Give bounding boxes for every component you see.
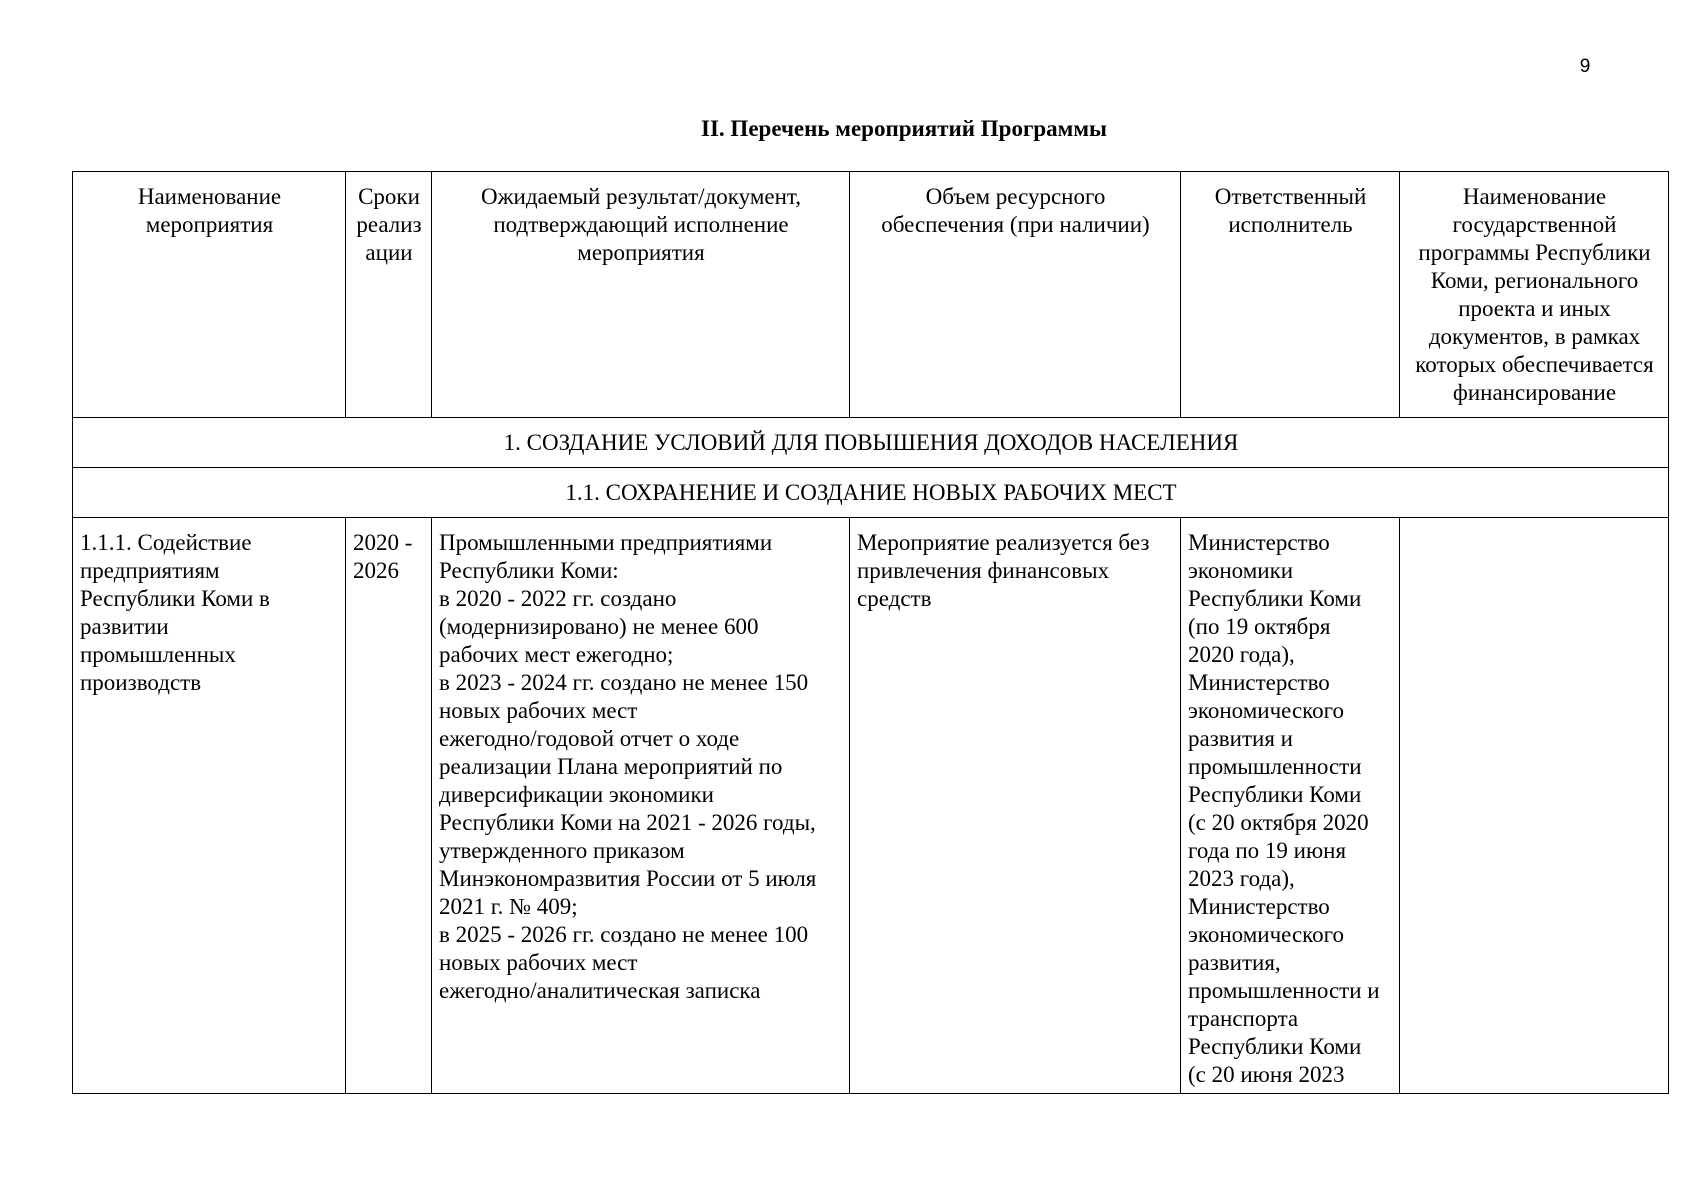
text-line: мероприятия xyxy=(577,240,705,265)
page-number: 9 xyxy=(1579,56,1591,77)
text-line: в 2025 - 2026 гг. создано не менее 100 xyxy=(439,922,809,947)
cell-program xyxy=(1400,518,1669,1094)
cell-event-name xyxy=(73,518,346,1094)
text-line: финансирование xyxy=(1452,380,1617,405)
document-title: II. Перечень мероприятий Программы xyxy=(701,116,1107,141)
text-line: Наименование xyxy=(137,184,282,209)
text-line: рабочих мест ежегодно; xyxy=(439,642,674,667)
text-line: Республики Коми xyxy=(1188,782,1362,807)
text-line: в 2020 - 2022 гг. создано xyxy=(439,586,677,611)
text-line: в 2023 - 2024 гг. создано не менее 150 xyxy=(439,670,809,695)
section-row xyxy=(73,418,1669,468)
subsection-heading: 1.1. СОХРАНЕНИЕ И СОЗДАНИЕ НОВЫХ РАБОЧИХ МЕСТ xyxy=(73,468,1669,518)
text-line: Ожидаемый результат/документ, xyxy=(481,184,801,209)
text-line: Республики Коми xyxy=(1188,1034,1362,1059)
text-line: проекта и иных xyxy=(1458,296,1611,321)
text-line: ежегодно/аналитическая записка xyxy=(439,978,761,1003)
text-line: Республики Коми xyxy=(1188,586,1362,611)
text-line: транспорта xyxy=(1188,1006,1299,1031)
text-line: ежегодно/годовой отчет о ходе xyxy=(439,726,740,751)
text-line: производств xyxy=(80,670,202,695)
text-line: (модернизировано) не менее 600 xyxy=(439,614,759,639)
text-line: Сроки xyxy=(358,184,420,209)
text-line: развитии xyxy=(80,614,169,639)
header-event-name xyxy=(73,172,346,418)
text-line: (по 19 октября xyxy=(1188,614,1331,639)
header-resources xyxy=(850,172,1181,418)
text-line: Министерство xyxy=(1188,530,1330,555)
cell-period xyxy=(346,518,432,1094)
header-period xyxy=(346,172,432,418)
measures-table xyxy=(72,171,1669,1094)
text-line: Промышленными предприятиями xyxy=(439,530,773,555)
text-line: Республики Коми на 2021 - 2026 годы, xyxy=(439,810,816,835)
text-line: Министерство xyxy=(1188,670,1330,695)
text-line: промышленности и xyxy=(1188,978,1380,1003)
text-line: 2021 г. № 409; xyxy=(439,894,578,919)
text-line: документов, в рамках xyxy=(1428,324,1641,349)
text-line: обеспечения (при наличии) xyxy=(881,212,1150,237)
text-line: новых рабочих мест xyxy=(439,698,638,723)
text-line: реализ xyxy=(356,212,422,237)
text-line: промышленности xyxy=(1188,754,1362,779)
text-line: Мероприятие реализуется без xyxy=(857,530,1150,555)
text-line: развития и xyxy=(1188,726,1293,751)
subsection-row xyxy=(73,468,1669,518)
text-line: исполнитель xyxy=(1228,212,1353,237)
text-line: Коми, регионального xyxy=(1430,268,1639,293)
text-line: диверсификации экономики xyxy=(439,782,714,807)
text-line: 2023 года), xyxy=(1188,866,1295,891)
text-line: Республики Коми в xyxy=(80,586,270,611)
text-line: экономики xyxy=(1188,558,1294,583)
text-line: 1.1.1. Содействие xyxy=(80,530,252,555)
text-line: средств xyxy=(857,586,932,611)
text-line: промышленных xyxy=(80,642,236,667)
text-line: экономического xyxy=(1188,698,1345,723)
text-line: программы Республики xyxy=(1418,240,1651,265)
header-row xyxy=(73,172,1669,418)
text-line: 2020 года), xyxy=(1188,642,1295,667)
header-expected-result xyxy=(432,172,850,418)
text-line: Министерство xyxy=(1188,894,1330,919)
text-line: 2026 xyxy=(353,558,399,583)
section-heading: 1. СОЗДАНИЕ УСЛОВИЙ ДЛЯ ПОВЫШЕНИЯ ДОХОДОВ НАСЕЛЕНИЯ xyxy=(73,418,1669,468)
header-program xyxy=(1400,172,1669,418)
text-line: Республики Коми: xyxy=(439,558,619,583)
cell-expected-result xyxy=(432,518,850,1094)
text-line: реализации Плана мероприятий по xyxy=(439,754,783,779)
cell-executor xyxy=(1181,518,1400,1094)
text-line: экономического xyxy=(1188,922,1345,947)
text-line: (с 20 октября 2020 xyxy=(1188,810,1369,835)
text-line: развития, xyxy=(1188,950,1281,975)
text-line: новых рабочих мест xyxy=(439,950,638,975)
text-line: мероприятия xyxy=(145,212,274,237)
table-header xyxy=(73,172,1669,418)
text-line: которых обеспечивается xyxy=(1415,352,1654,377)
table-row xyxy=(73,518,1669,1094)
text-line: предприятиям xyxy=(80,558,220,583)
text-line: привлечения финансовых xyxy=(857,558,1110,583)
text-line: утвержденного приказом xyxy=(439,838,685,863)
text-line: года по 19 июня xyxy=(1188,838,1347,863)
text-line: (с 20 июня 2023 xyxy=(1188,1062,1345,1087)
text-line: Ответственный xyxy=(1214,184,1367,209)
header-executor xyxy=(1181,172,1400,418)
text-line: 2020 - xyxy=(353,530,413,555)
text-line: ации xyxy=(365,240,413,265)
cell-resources xyxy=(850,518,1181,1094)
text-line: государственной xyxy=(1452,212,1617,237)
text-line: Объем ресурсного xyxy=(925,184,1106,209)
text-line: Наименование xyxy=(1462,184,1607,209)
text-line: Минэкономразвития России от 5 июля xyxy=(439,866,817,891)
text-line: подтверждающий исполнение xyxy=(493,212,789,237)
